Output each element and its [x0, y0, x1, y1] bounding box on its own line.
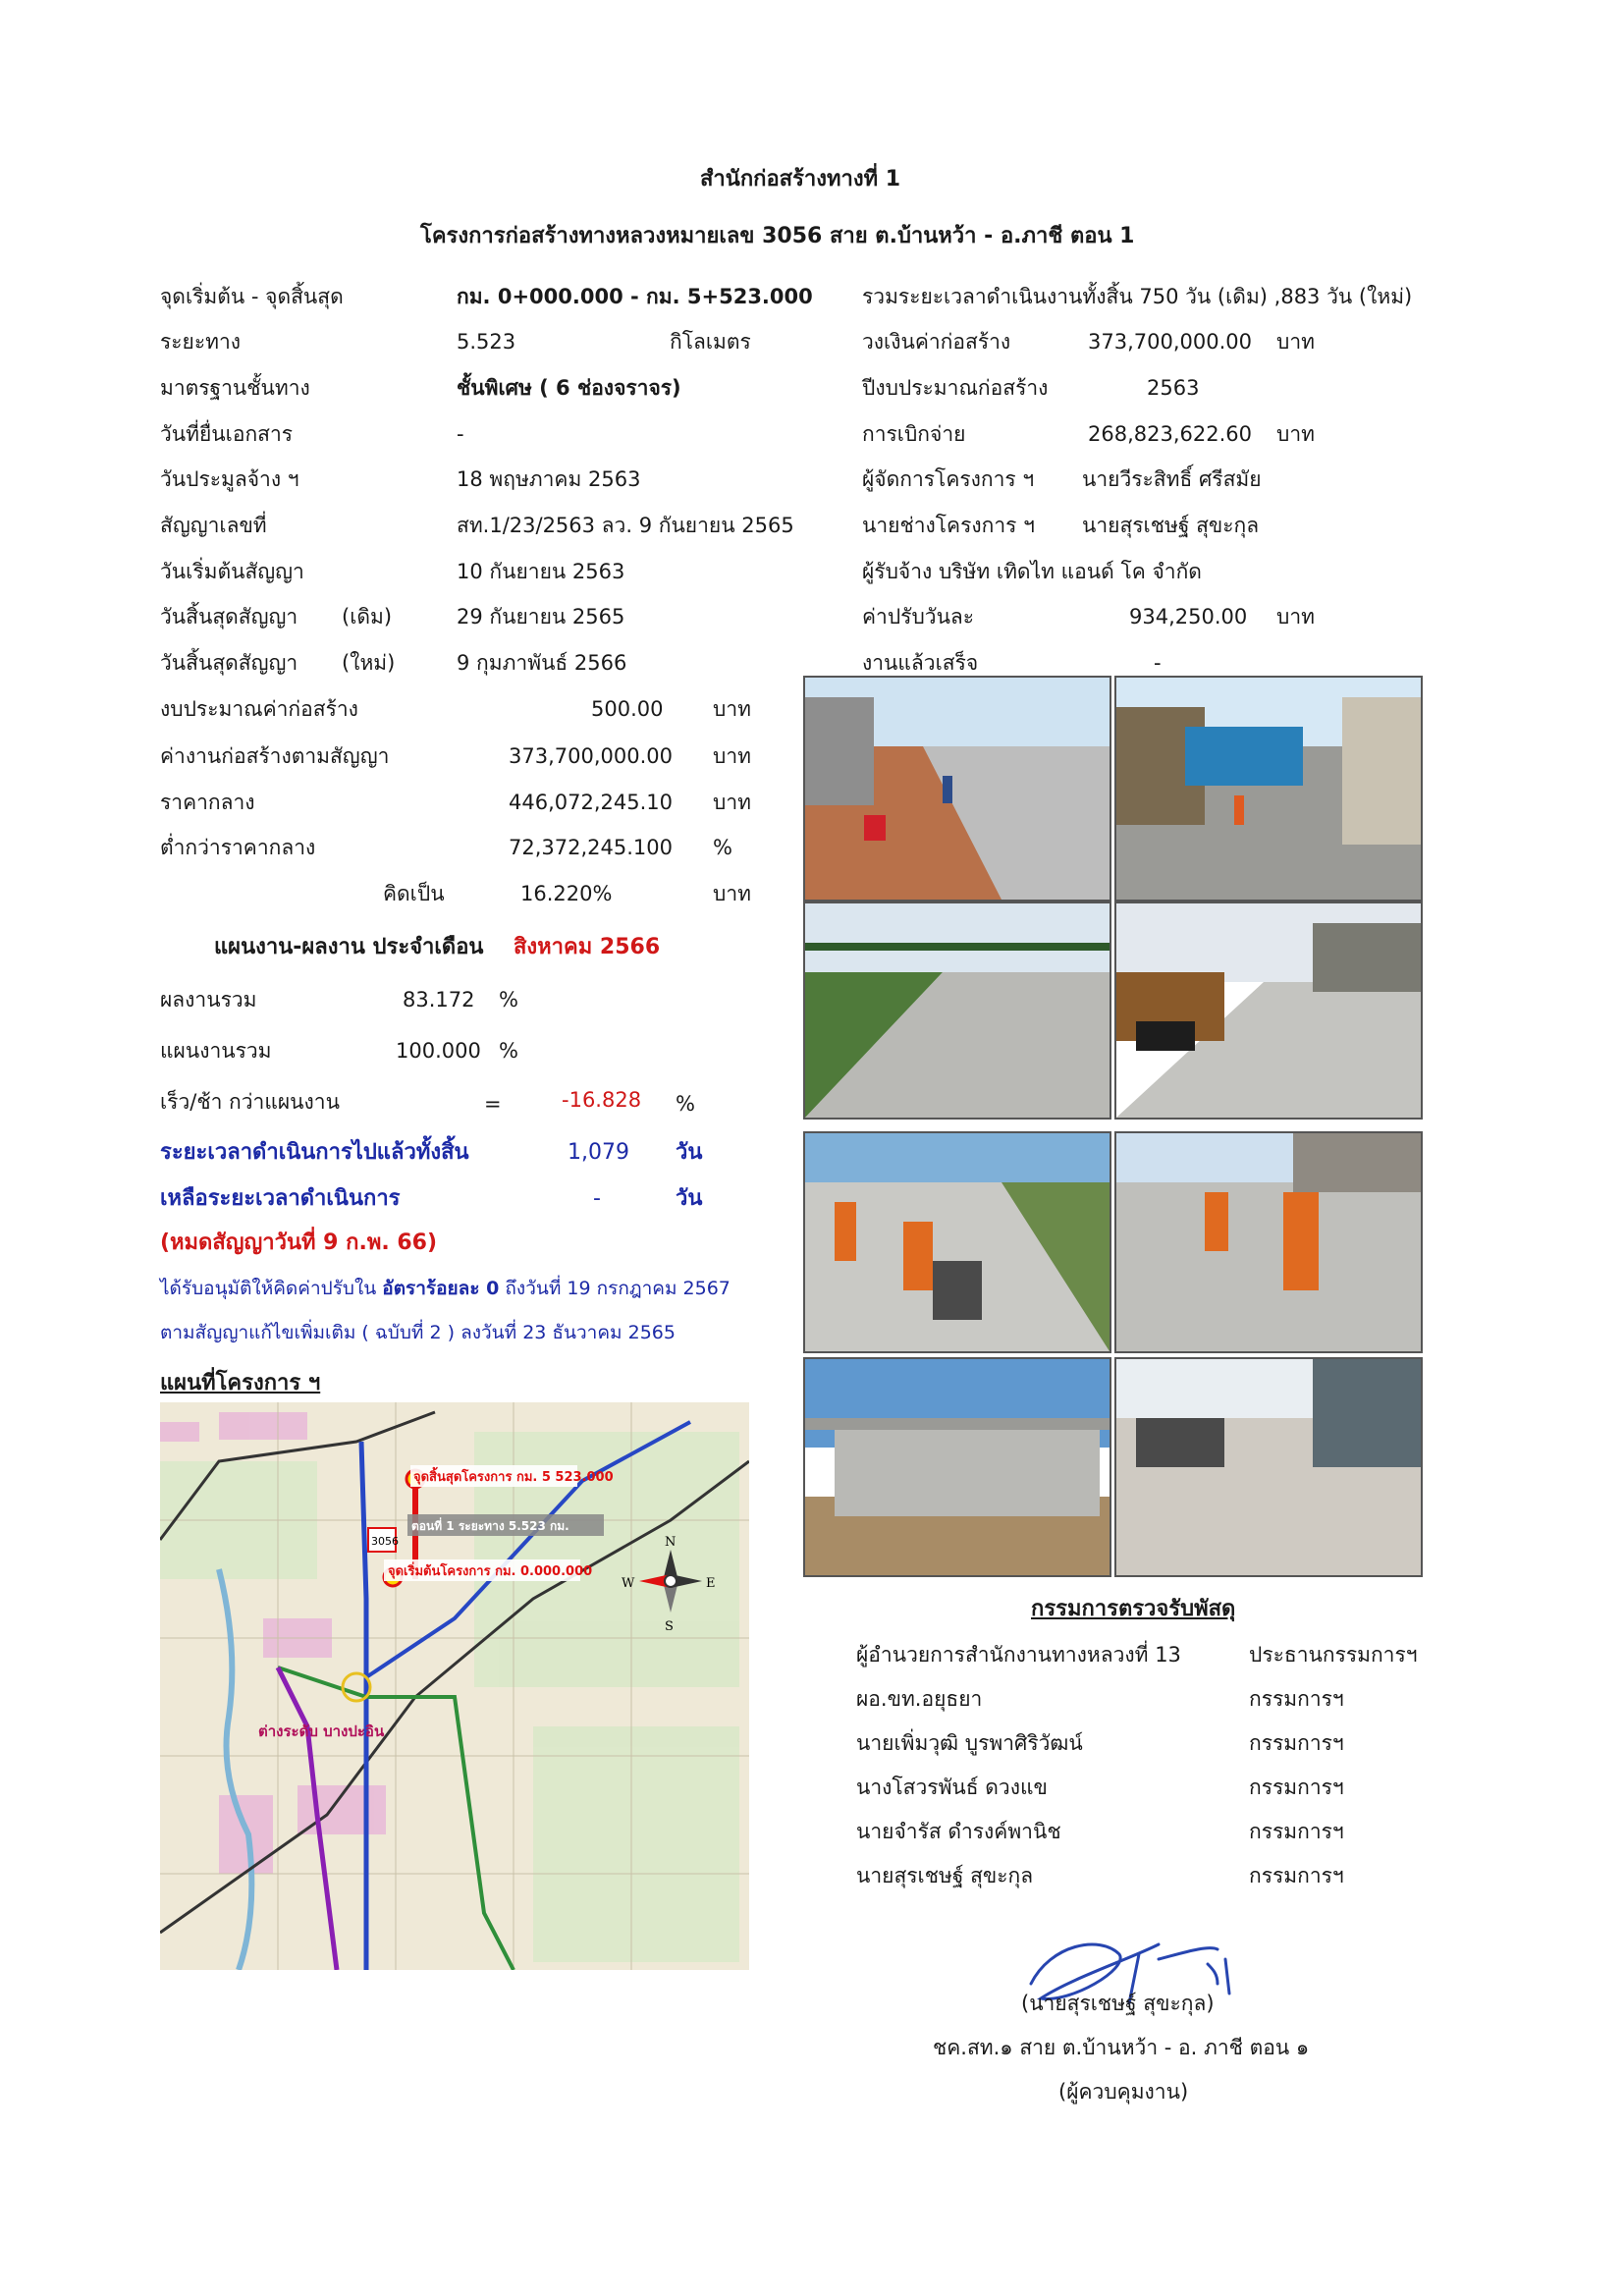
project-title: โครงการก่อสร้างทางหลวงหมายเลข 3056 สาย ต.บ้านหว้า - อ.ภาชี ตอน 1	[420, 224, 1135, 248]
info-label: วันสิ้นสุดสัญญา	[160, 651, 298, 675]
fiscal-year-label: ปีงบประมาณก่อสร้าง	[862, 376, 1049, 400]
route-number-label: 3056	[371, 1535, 399, 1548]
budget-value: 500.00	[591, 697, 664, 721]
signatory-role: (ผู้ควบคุมงาน)	[1058, 2080, 1189, 2104]
budget-unit: บาท	[713, 791, 751, 814]
committee-member-name: นางโสวรพันธ์ ดวงแข	[856, 1776, 1048, 1799]
approval-note-a: ได้รับอนุมัติให้คิดค่าปรับใน	[160, 1278, 377, 1299]
committee-member-name: นายจำรัส ดำรงค์พานิช	[856, 1820, 1061, 1843]
committee-member-name: ผู้อำนวยการสำนักงานทางหลวงที่ 13	[856, 1643, 1181, 1667]
committee-member-role: กรรมการฯ	[1249, 1776, 1344, 1799]
budget-label: งบประมาณค่าก่อสร้าง	[160, 697, 358, 721]
budget-value: 72,372,245.100	[509, 836, 673, 859]
remaining-value: -	[593, 1186, 601, 1211]
site-photo	[1114, 902, 1423, 1120]
diff-label: เร็ว/ช้า กว่าแผนงาน	[160, 1090, 340, 1114]
contractor-text: ผู้รับจ้าง บริษัท เทิดไท แอนด์ โค จำกัด	[862, 560, 1202, 583]
info-value: -	[457, 422, 464, 446]
fine-label: ค่าปรับวันละ	[862, 605, 975, 629]
budget-unit: บาท	[713, 697, 751, 721]
actual-label: ผลงานรวม	[160, 988, 257, 1011]
office-title: สำนักก่อสร้างทางที่ 1	[700, 167, 901, 191]
fine-unit: บาท	[1276, 605, 1315, 629]
map-title: แผนที่โครงการ ฯ	[160, 1371, 321, 1395]
engineer-label: นายช่างโครงการ ฯ	[862, 514, 1035, 537]
info-label: มาตรฐานชั้นทาง	[160, 376, 310, 400]
info-value: สท.1/23/2563 ลว. 9 กันยายน 2565	[457, 514, 794, 537]
signatory-position: ชค.สท.๑ สาย ต.บ้านหว้า - อ. ภาชี ตอน ๑	[933, 2036, 1310, 2059]
info-label: ระยะทาง	[160, 330, 242, 354]
completed-label: งานแล้วเสร็จ	[862, 651, 979, 675]
budget-value: 446,072,245.10	[509, 791, 673, 814]
elapsed-unit: วัน	[676, 1140, 703, 1165]
budget-value: 373,700,000.00	[509, 744, 673, 768]
progress-title: แผนงาน-ผลงาน ประจำเดือน	[214, 935, 484, 959]
site-photo	[1114, 1357, 1423, 1577]
budget-label: ราคากลาง	[160, 791, 255, 814]
fiscal-year-value: 2563	[1147, 376, 1200, 400]
compass-e: E	[706, 1576, 716, 1591]
site-photo	[803, 902, 1111, 1120]
actual-unit: %	[499, 988, 518, 1011]
info-value: 10 กันยายน 2563	[457, 560, 625, 583]
info-value: 18 พฤษภาคม 2563	[457, 467, 641, 491]
compass-w: W	[622, 1576, 635, 1591]
info-label: วันประมูลจ้าง ฯ	[160, 467, 299, 491]
approval-note-b: อัตราร้อยละ 0	[382, 1278, 500, 1299]
info-label: จุดเริ่มต้น - จุดสิ้นสุด	[160, 285, 344, 308]
committee-member-role: กรรมการฯ	[1249, 1820, 1344, 1843]
amendment-note: ตามสัญญาแก้ไขเพิ่มเติม ( ฉบับที่ 2 ) ลงวันที่ 23 ธันวาคม 2565	[160, 1322, 676, 1343]
site-photo	[803, 1131, 1111, 1353]
info-label: วันเริ่มต้นสัญญา	[160, 560, 304, 583]
info-value: กม. 0+000.000 - กม. 5+523.000	[457, 285, 813, 308]
info-label: วันสิ้นสุดสัญญา	[160, 605, 298, 629]
committee-member-role: กรรมการฯ	[1249, 1687, 1344, 1711]
contract-budget-value: 373,700,000.00	[1088, 330, 1252, 354]
budget-label: คิดเป็น	[383, 882, 445, 905]
signatory-name: (นายสุรเชษฐ์ สุขะกุล)	[1021, 1992, 1215, 2015]
elapsed-value: 1,079	[568, 1140, 629, 1165]
compass-s: S	[665, 1619, 674, 1634]
committee-member-role: กรรมการฯ	[1249, 1864, 1344, 1887]
info-note: (เดิม)	[342, 605, 393, 629]
plan-label: แผนงานรวม	[160, 1039, 272, 1063]
info-unit: กิโลเมตร	[670, 330, 751, 354]
approval-note	[160, 1280, 731, 1298]
compass-n: N	[665, 1535, 677, 1550]
map-start-label: จุดเริ่มต้นโครงการ กม. 0.000.000	[388, 1564, 593, 1579]
info-value: 9 กุมภาพันธ์ 2566	[457, 651, 627, 675]
site-photo	[803, 1357, 1111, 1577]
map-end-label: จุดสิ้นสุดโครงการ กม. 5 523.000	[413, 1470, 614, 1485]
budget-label: ค่างานก่อสร้างตามสัญญา	[160, 744, 390, 768]
info-label: วันที่ยื่นเอกสาร	[160, 422, 294, 446]
engineer-value: นายสุรเชษฐ์ สุขะกุล	[1082, 514, 1260, 537]
disbursement-unit: บาท	[1276, 422, 1315, 446]
budget-value: 16.220%	[520, 882, 613, 905]
committee-member-name: นายสุรเชษฐ์ สุขะกุล	[856, 1864, 1034, 1887]
manager-value: นายวีระสิทธิ์ ศรีสมัย	[1082, 467, 1262, 491]
approval-note-c: ถึงวันที่ 19 กรกฎาคม 2567	[505, 1278, 731, 1299]
map-length-label: ตอนที่ 1 ระยะทาง 5.523 กม.	[411, 1519, 569, 1533]
actual-value: 83.172	[403, 988, 475, 1011]
committee-title: กรรมการตรวจรับพัสดุ	[1031, 1597, 1236, 1621]
plan-value: 100.000	[396, 1039, 481, 1063]
site-photo	[1114, 1131, 1423, 1353]
info-note: (ใหม่)	[342, 651, 396, 675]
diff-value: -16.828	[562, 1088, 642, 1112]
info-label: สัญญาเลขที่	[160, 514, 267, 537]
disbursement-label: การเบิกจ่าย	[862, 422, 966, 446]
remaining-unit: วัน	[676, 1186, 703, 1211]
committee-member-role: ประธานกรรมการฯ	[1249, 1643, 1418, 1667]
info-value: 5.523	[457, 330, 516, 354]
site-photo	[803, 676, 1111, 902]
contract-budget-label: วงเงินค่าก่อสร้าง	[862, 330, 1011, 354]
disbursement-value: 268,823,622.60	[1088, 422, 1252, 446]
progress-month: สิงหาคม 2566	[514, 935, 661, 959]
manager-label: ผู้จัดการโครงการ ฯ	[862, 467, 1035, 491]
project-map	[160, 1402, 749, 1970]
committee-member-name: นายเพิ่มวุฒิ บูรพาศิริวัฒน์	[856, 1731, 1083, 1755]
contract-expiry: (หมดสัญญาวันที่ 9 ก.พ. 66)	[160, 1230, 438, 1255]
contract-budget-unit: บาท	[1276, 330, 1315, 354]
site-photo	[1114, 676, 1423, 902]
budget-label: ต่ำกว่าราคากลาง	[160, 836, 316, 859]
info-value: 29 กันยายน 2565	[457, 605, 625, 629]
info-value: ชั้นพิเศษ ( 6 ช่องจราจร)	[457, 376, 681, 400]
diff-equals: =	[484, 1092, 502, 1116]
diff-unit: %	[676, 1092, 695, 1116]
fine-value: 934,250.00	[1129, 605, 1248, 629]
plan-unit: %	[499, 1039, 518, 1063]
map-district-label: ต่างระดับ บางปะอิน	[258, 1722, 385, 1740]
remaining-label: เหลือระยะเวลาดำเนินการ	[160, 1186, 401, 1211]
budget-unit: บาท	[713, 744, 751, 768]
elapsed-label: ระยะเวลาดำเนินการไปแล้วทั้งสิ้น	[160, 1140, 469, 1165]
budget-unit: %	[713, 836, 732, 859]
duration-text: รวมระยะเวลาดำเนินงานทั้งสิ้น 750 วัน (เดิม) ,883 วัน (ใหม่)	[862, 285, 1413, 308]
committee-member-role: กรรมการฯ	[1249, 1731, 1344, 1755]
committee-member-name: ผอ.ขท.อยุธยา	[856, 1687, 983, 1711]
completed-value: -	[1154, 651, 1162, 675]
budget-unit: บาท	[713, 882, 751, 905]
